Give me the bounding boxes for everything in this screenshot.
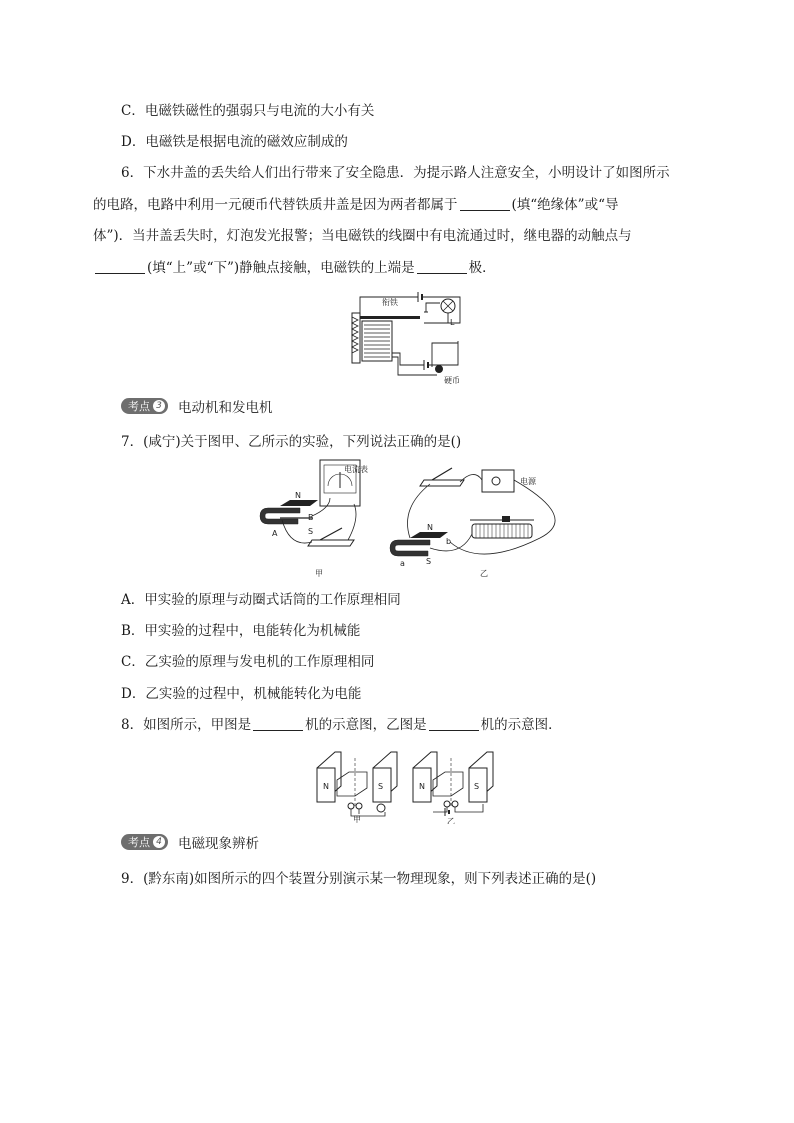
q6-stem-line1: 6．下水井盖的丢失给人们出行带来了安全隐患．为提示路人注意安全，小明设计了如图所示: [121, 165, 670, 181]
pole-s-3: S: [378, 782, 384, 791]
answer-blank: [253, 717, 303, 731]
relay-circuit-figure: [340, 283, 480, 389]
pole-n-2: N: [427, 523, 433, 532]
motor-generator-experiment-figure: [250, 458, 575, 580]
pole-s-2: S: [426, 557, 432, 566]
q7-stem: 7．(咸宁)关于图甲、乙所示的实验，下列说法正确的是(): [121, 434, 462, 450]
caption-jia-2: 甲: [353, 815, 361, 824]
q6-stem-line4: [93, 259, 496, 277]
badge-number: 4: [153, 836, 165, 848]
q7-option-d: D．乙实验的过程中，机械能转化为电能: [121, 686, 362, 702]
answer-blank: [460, 197, 510, 211]
section-badge: [121, 834, 168, 850]
badge-text: 考点: [128, 400, 150, 413]
q5-option-d: D．电磁铁是根据电流的磁效应制成的: [121, 134, 348, 150]
power-label: 电源: [520, 477, 536, 486]
q8-stem: [121, 716, 562, 734]
answer-blank: [95, 260, 145, 274]
badge-text: 考点: [128, 836, 150, 849]
q9-stem: 9．(黔东南)如图所示的四个装置分别演示某一物理现象，则下列表述正确的是(): [121, 871, 597, 887]
answer-blank: [429, 717, 479, 731]
section-header-4: [121, 833, 259, 851]
answer-blank: [417, 260, 467, 274]
section-badge: [121, 398, 168, 414]
section-header-3: [121, 397, 273, 415]
q7-option-b: B．甲实验的过程中，电能转化为机械能: [121, 623, 361, 639]
q6-text: (填“绝缘体”或“导: [511, 197, 619, 213]
label-b-lower: b: [446, 537, 452, 546]
q5-option-c: C．电磁铁磁性的强弱只与电流的大小有关: [121, 103, 375, 119]
q8-text: 8．如图所示，甲图是: [121, 717, 252, 733]
caption-jia: 甲: [315, 569, 323, 578]
section-title: 电磁现象辨析: [178, 836, 259, 852]
q7-option-a: A．甲实验的原理与动圈式话筒的工作原理相同: [121, 592, 401, 608]
lamp-label: L: [450, 318, 455, 327]
caption-yi-2: 乙: [447, 817, 455, 824]
q6-text: 的电路，电路中利用一元硬币代替铁质井盖是因为两者都属于: [93, 197, 458, 213]
q8-text: 机的示意图，乙图是: [305, 717, 427, 733]
q6-text: 极．: [468, 260, 496, 276]
q6-stem-line2: [93, 196, 618, 214]
motor-generator-diagram-figure: [315, 738, 495, 824]
pole-n: N: [295, 491, 301, 500]
q6-stem-line3: 体”)．当井盖丢失时，灯泡发光报警；当电磁铁的线圈中有电流通过时，继电器的动触点与: [93, 228, 632, 244]
section-title: 电动机和发电机: [178, 400, 273, 416]
q8-text: 机的示意图．: [480, 717, 562, 733]
q7-option-c: C．乙实验的原理与发电机的工作原理相同: [121, 654, 375, 670]
pole-s-4: S: [474, 782, 480, 791]
q6-text: (填“上”或“下”)静触点接触，电磁铁的上端是: [147, 260, 415, 276]
label-a-lower: a: [400, 559, 405, 568]
label-b: B: [308, 513, 314, 522]
ammeter-label: 电流表: [344, 465, 368, 474]
pole-n-4: N: [419, 782, 425, 791]
pole-n-3: N: [323, 782, 329, 791]
coin-label: 硬币: [444, 376, 460, 385]
badge-number: 3: [153, 400, 165, 412]
caption-yi: 乙: [480, 569, 488, 578]
pole-s: S: [308, 527, 314, 536]
label-a: A: [272, 529, 278, 538]
armature-label: 衔铁: [382, 298, 398, 307]
